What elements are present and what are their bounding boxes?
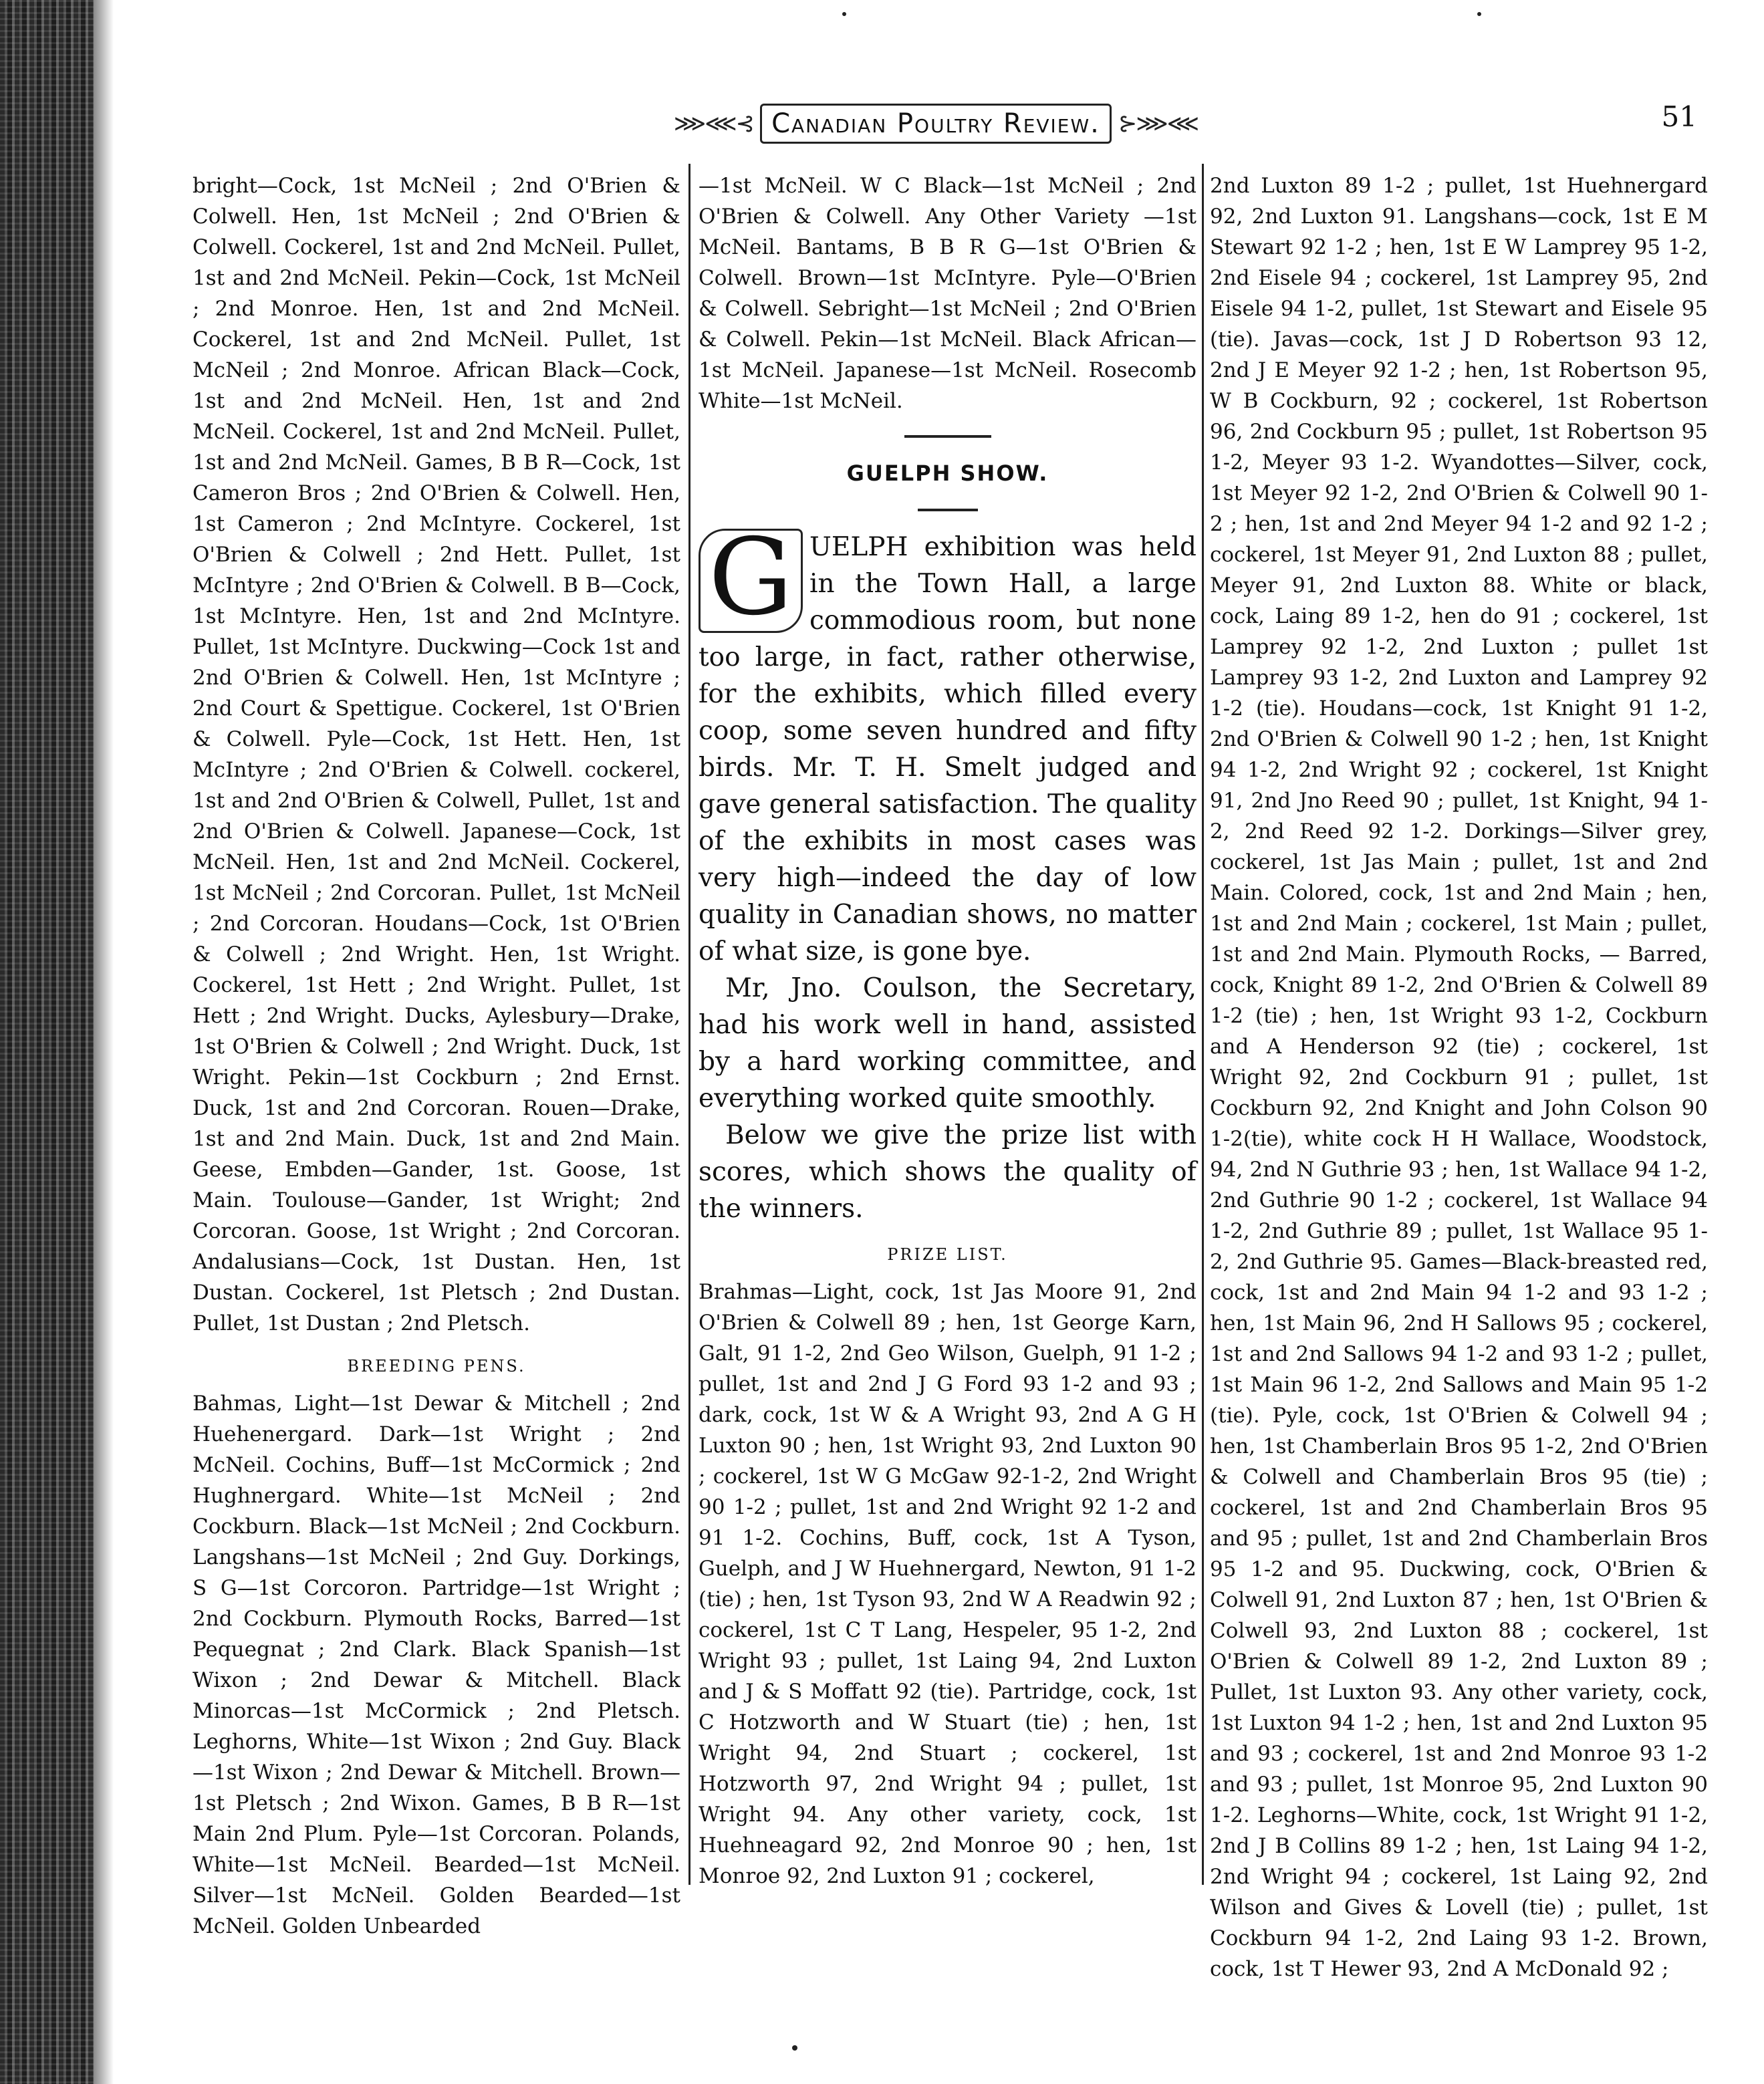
column-divider xyxy=(688,164,690,1885)
section-rule xyxy=(918,509,978,511)
results-paragraph: bright—Cock, 1st McNeil ; 2nd O'Brien & Colwell. Hen, 1st McNeil ; 2nd O'Brien & Colwell. Cockerel, 1st and 2nd McNeil. Pullet, 1st and 2nd McNeil. Pekin—Cock, 1st McNeil ; 2nd Monroe. Hen, 1st and 2nd McNeil. Cockerel, 1st and 2nd McNeil. Pullet, 1st McNeil ; 2nd Monroe. African Black—Cock, 1st and 2nd McNeil. Hen, 1st and 2nd McNeil. Cockerel, 1st and 2nd McNeil. Pullet, 1st and 2nd McNeil. Games, B B R—Cock, 1st Cameron Bros ; 2nd O'Brien & Colwell. Hen, 1st Cameron ; 2nd McIntyre. Cockerel, 1st O'Brien & Colwell ; 2nd Hett. Pullet, 1st McIntyre ; 2nd O'Brien & Colwell. B B—Cock, 1st McIntyre. Hen, 1st and 2nd McIntyre. Pullet, 1st McIntyre. Duckwing—Cock 1st and 2nd O'Brien & Colwell. Hen, 1st McIntyre ; 2nd Court & Spettigue. Cockerel, 1st O'Brien & Colwell. Pyle—Cock, 1st Hett. Hen, 1st McIntyre ; 2nd O'Brien & Colwell. cockerel, 1st and 2nd O'Brien & Colwell, Pullet, 1st and 2nd O'Brien & Colwell. Japanese—Cock, 1st McNeil. Hen, 1st and 2nd McNeil. Cockerel, 1st McNeil ; 2nd Corcoran. Pullet, 1st McNeil ; 2nd Corcoran. Houdans—Cock, 1st O'Brien & Colwell ; 2nd Wright. Hen, 1st Wright. Cockerel, 1st Hett ; 2nd Wright. Pullet, 1st Hett ; 2nd Wright. Ducks, Aylesbury—Drake, 1st O'Brien & Colwell ; 2nd Wright. Duck, 1st Wright. Pekin—1st Cockburn ; 2nd Ernst. Duck, 1st and 2nd Corcoran. Rouen—Drake, 1st and 2nd Main. Duck, 1st and 2nd Main. Geese, Embden—Gander, 1st. Goose, 1st Main. Toulouse—Gander, 1st Wright; 2nd Corcoran. Goose, 1st Wright ; 2nd Corcoran. Andalusians—Cock, 1st Dustan. Hen, 1st Dustan. Cockerel, 1st Pletsch ; 2nd Dustan. Pullet, 1st Dustan ; 2nd Pletsch. xyxy=(193,174,680,1335)
section-title: GUELPH SHOW. xyxy=(846,461,1049,486)
lead-word: UELPH xyxy=(809,532,908,562)
article-paragraph: Mr, Jno. Coulson, the Secretary, had his work well in hand, assisted by a hard working committee, and everything worked quite smoothly. xyxy=(699,973,1196,1114)
speck xyxy=(1477,12,1481,16)
section-rule xyxy=(904,435,991,438)
article-body xyxy=(699,516,1196,1227)
prize-list-paragraph: 2nd Luxton 89 1-2 ; pullet, 1st Huehnergard 92, 2nd Luxton 91. Langshans—cock, 1st E M Stewart 92 1-2 ; hen, 1st E W Lamprey 95 1-2, 2nd Eisele 94 ; cockerel, 1st Lamprey 95, 2nd Eisele 94 1-2, pullet, 1st Stewart and Eisele 95 (tie). Javas—cock, 1st J D Robertson 93 12, 2nd J E Meyer 92 1-2 ; hen, 1st Robertson 95, W B Cockburn, 92 ; cockerel, 1st Robertson 96, 2nd Cockburn 95 ; pullet, 1st Robertson 95 1-2, Meyer 93 1-2. Wyandottes—Silver, cock, 1st Meyer 92 1-2, 2nd O'Brien & Colwell 90 1-2 ; hen, 1st and 2nd Meyer 94 1-2 and 92 1-2 ; cockerel, 1st Meyer 91, 2nd Luxton 88 ; pullet, Meyer 91, 2nd Luxton 88. White or black, cock, Laing 89 1-2, hen do 91 ; cockerel, 1st Lamprey 92 1-2, 2nd Luxton ; pullet 1st Lamprey 93 1-2, 2nd Luxton and Lamprey 92 1-2 (tie). Houdans—cock, 1st Knight 91 1-2, 2nd O'Brien & Colwell 90 1-2 ; hen, 1st Knight 94 1-2, 2nd Wright 92 ; cockerel, 1st Knight 91, 2nd Jno Reed 90 ; pullet, 1st Knight, 94 1-2, 2nd Reed 92 1-2. Dorkings—Silver grey, cockerel, 1st Jas Main ; pullet, 1st and 2nd Main. Colored, cock, 1st and 2nd Main ; hen, 1st and 2nd Main ; cockerel, 1st Main ; pullet, 1st and 2nd Main. Plymouth Rocks, — Barred, cock, Knight 89 1-2, 2nd O'Brien & Colwell 89 1-2 (tie) ; hen, 1st Wright 93 1-2, Cockburn and A Henderson 92 (tie) ; cockerel, 1st Wright 92, 2nd Cockburn 91 ; pullet, 1st Cockburn 92, 2nd Knight and John Colson 90 1-2(tie), white cock H H Wallace, Woodstock, 94, 2nd N Guthrie 93 ; hen, 1st Wallace 94 1-2, 2nd Guthrie 90 1-2 ; cockerel, 1st Wallace 94 1-2, 2nd Guthrie 89 ; pullet, 1st Wallace 95 1-2, 2nd Guthrie 95. Games—Black-breasted red, cock, 1st and 2nd Main 94 1-2 and 93 1-2 ; hen, 1st Main 96, 2nd H Sallows 95 ; cockerel, 1st and 2nd Sallows 94 1-2 and 93 1-2 ; pullet, 1st Main 96 1-2, 2nd Sallows and Main 95 1-2 (tie). Pyle, cock, 1st O'Brien & Colwell 94 ; hen, 1st Chamberlain Bros 95 1-2, 2nd O'Brien & Colwell and Chamberlain Bros 95 (tie) ; cockerel, 1st and 2nd Chamberlain Bros 95 and 95 ; pullet, 1st and 2nd Chamberlain Bros 95 1-2 and 95. Duckwing, cock, O'Brien & Colwell 91, 2nd Luxton 87 ; hen, 1st O'Brien & Colwell 93, 2nd Luxton 88 ; cockerel, 1st O'Brien & Colwell 89 1-2, 2nd Luxton 89 ; Pullet, 1st Luxton 93. Any other variety, cock, 1st Luxton 94 1-2 ; hen, 1st and 2nd Luxton 95 and 93 ; cockerel, 1st and 2nd Monroe 93 1-2 and 93 ; pullet, 1st Monroe 95, 2nd Luxton 90 1-2. Leghorns—White, cock, 1st Wright 91 1-2, 2nd J B Collins 89 1-2 ; hen, 1st Laing 94 1-2, 2nd Wright 94 ; cockerel, 1st Laing 92, 2nd Wilson and Gives & Lovell (tie) ; pullet, 1st Cockburn 94 1-2, 2nd Laing 93 1-2. Brown, cock, 1st T Hewer 93, 2nd A McDonald 92 ; xyxy=(1210,174,1708,1981)
speck xyxy=(842,12,846,16)
prize-list-heading: PRIZE LIST. xyxy=(887,1245,1008,1264)
masthead-title: Canadian Poultry Review. xyxy=(760,104,1112,144)
breeding-pens-heading: BREEDING PENS. xyxy=(347,1357,526,1376)
ornament-left-icon: ⋙⋘⊰ xyxy=(673,110,754,137)
scan-binding-edge xyxy=(0,0,94,2084)
column-1 xyxy=(193,170,680,1942)
breeding-pens-paragraph: Bahmas, Light—1st Dewar & Mitchell ; 2nd Huehenergard. Dark—1st Wright ; 2nd McNeil. Cochins, Buff—1st McCormick ; 2nd Hughnergard. White—1st McNeil ; 2nd Cockburn. Black—1st McNeil ; 2nd Cockburn. Langshans—1st McNeil ; 2nd Guy. Dorkings, S G—1st Corcoron. Partridge—1st Wright ; 2nd Cockburn. Plymouth Rocks, Barred—1st Pequegnat ; 2nd Clark. Black Spanish—1st Wixon ; 2nd Dewar & Mitchell. Black Minorcas—1st McCormick ; 2nd Pletsch. Leghorns, White—1st Wixon ; 2nd Guy. Black—1st Wixon ; 2nd Dewar & Mitchell. Brown—1st Pletsch ; 2nd Wixon. Games, B B R—1st Main 2nd Plum. Pyle—1st Corcoran. Polands, White—1st McNeil. Bearded—1st McNeil. Silver—1st McNeil. Golden Bearded—1st McNeil. Golden Unbearded xyxy=(193,1392,680,1938)
speck xyxy=(792,2045,797,2051)
page-number: 51 xyxy=(1661,100,1697,133)
masthead xyxy=(642,94,1230,154)
results-paragraph: —1st McNeil. W C Black—1st McNeil ; 2nd O'Brien & Colwell. Any Other Variety —1st McNeil. Bantams, B B R G—1st O'Brien & Colwell. Brown—1st McIntyre. Pyle—O'Brien & Colwell. Sebright—1st McNeil ; 2nd O'Brien & Colwell. Pekin—1st McNeil. Black African—1st McNeil. Japanese—1st McNeil. Rosecomb White—1st McNeil. xyxy=(699,174,1196,413)
article-paragraph: exhibition was held in the Town Hall, a large commodious room, but none too large, in fact, rather otherwise, for the exhibits, which filled every coop, some seven hundred and fifty birds. Mr. T. H. Smelt judged and gave general satisfaction. The quality of the exhibits in most cases was very high—indeed the day of low quality in Canadian shows, no matter of what size, is gone bye. xyxy=(699,532,1196,966)
drop-cap: G xyxy=(699,529,803,633)
column-divider xyxy=(1202,164,1204,1885)
column-2 xyxy=(699,170,1196,1892)
ornament-right-icon: ⊱⋙⋘ xyxy=(1118,110,1199,137)
prize-list-paragraph: Brahmas—Light, cock, 1st Jas Moore 91, 2nd O'Brien & Colwell 89 ; hen, 1st George Karn, Galt, 91 1-2, 2nd Geo Wilson, Guelph, 91 1-2 ; pullet, 1st and 2nd J G Ford 93 1-2 and 93 ; dark, cock, 1st W & A Wright 93, 2nd A G H Luxton 90 ; hen, 1st Wright 93, 2nd Luxton 90 ; cockerel, 1st W G McGaw 92-1-2, 2nd Wright 90 1-2 ; pullet, 1st and 2nd Wright 92 1-2 and 91 1-2. Cochins, Buff, cock, 1st A Tyson, Guelph, and J W Huehnergard, Newton, 91 1-2 (tie) ; hen, 1st Tyson 93, 2nd W A Readwin 92 ; cockerel, 1st C T Lang, Hespeler, 95 1-2, 2nd Wright 93 ; pullet, 1st Laing 94, 2nd Luxton and J & S Moffatt 92 (tie). Partridge, cock, 1st C Hotzworth and W Stuart (tie) ; hen, 1st Wright 94, 2nd Stuart ; cockerel, 1st Hotzworth 97, 2nd Wright 94 ; pullet, 1st Wright 94. Any other variety, cock, 1st Huehneagard 92, 2nd Monroe 90 ; hen, 1st Monroe 92, 2nd Luxton 91 ; cockerel, xyxy=(699,1280,1196,1888)
column-3 xyxy=(1210,170,1708,1984)
article-paragraph: Below we give the prize list with scores, which shows the quality of the winners. xyxy=(699,1120,1196,1224)
